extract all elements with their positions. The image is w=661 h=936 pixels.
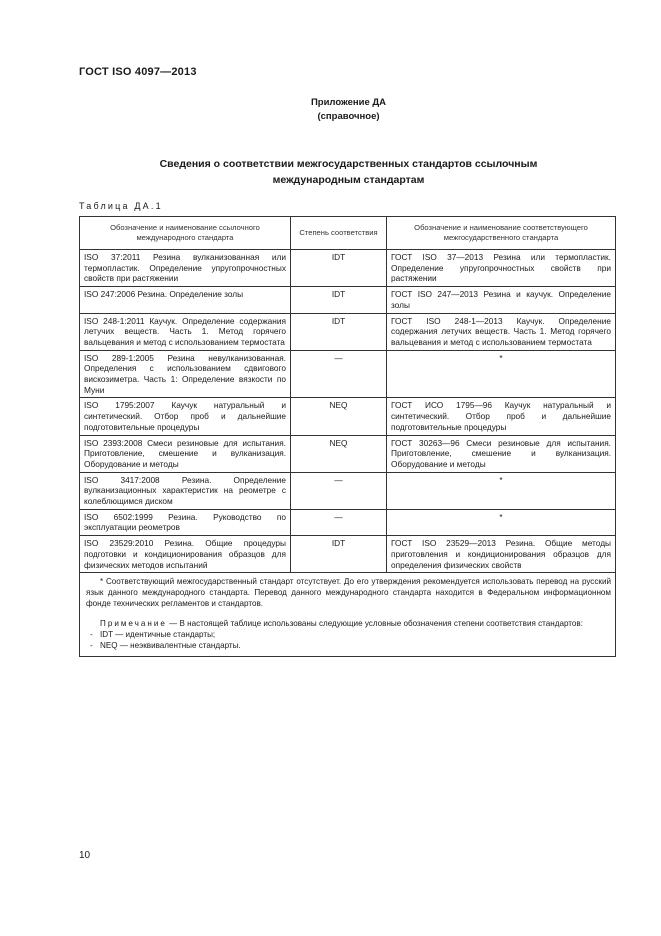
table-row (80, 509, 616, 535)
cell-interstate: ГОСТ ISO 23529—2013 Резина. Общие методы приготовления и кондиционирования образцов для определения физических свойств (387, 536, 616, 573)
cell-degree: IDT (291, 536, 387, 573)
note-title: Примечание (100, 619, 167, 629)
document-code: ГОСТ ISO 4097—2013 (79, 66, 197, 78)
table-footer-row (80, 573, 616, 656)
table-row (80, 350, 616, 398)
cell-degree: IDT (291, 287, 387, 313)
table-row (80, 398, 616, 435)
cell-degree: — (291, 472, 387, 509)
cell-intl: ISO 6502:1999 Резина. Руководство по эксплуатации реометров (80, 509, 291, 535)
note-text: — В настоящей таблице использованы следующие условные обозначения степени соответствия стандартов: (169, 619, 583, 629)
appendix-heading (0, 96, 661, 124)
cell-degree: IDT (291, 250, 387, 287)
table-label: Таблица ДА.1 (79, 201, 163, 211)
cell-intl: ISO 37:2011 Резина вулканизованная или термопластик. Определение упругопрочностных свойств при растяжении (80, 250, 291, 287)
cell-interstate: ГОСТ ИСО 1795—96 Каучук натуральный и синтетический. Отбор проб и дальнейшие подготовительные процедуры (387, 398, 616, 435)
table-row (80, 313, 616, 350)
cell-interstate: * (387, 472, 616, 509)
table-row (80, 536, 616, 573)
cell-degree: — (291, 350, 387, 398)
footnote-text: * Соответствующий межгосударственный стандарт отсутствует. До его утверждения рекомендуется использовать перевод на русский язык данного международного стандарта. Перевод данного международного стандарта находится в Федеральном информационном фонде технических регламентов и стандартов. (86, 577, 611, 608)
section-title-line1: Сведения о соответствии межгосударственных стандартов ссылочным (159, 158, 538, 170)
page-number: 10 (79, 850, 91, 861)
note-item-neq: - NEQ — неэквивалентные стандарты. (86, 641, 611, 652)
cell-degree: NEQ (291, 435, 387, 472)
cell-intl: ISO 247:2006 Резина. Определение золы (80, 287, 291, 313)
cell-intl: ISO 23529:2010 Резина. Общие процедуры подготовки и кондиционирования образцов для физических методов испытаний (80, 536, 291, 573)
appendix-title: Приложение ДА (310, 97, 387, 108)
cell-intl: ISO 3417:2008 Резина. Определение вулканизационных характеристик на реометре с колеблющимся диском (80, 472, 291, 509)
section-title (0, 156, 661, 188)
cell-degree: — (291, 509, 387, 535)
note-paragraph (86, 619, 611, 630)
header-degree: Степень соответствия (291, 217, 387, 250)
cell-interstate: ГОСТ ISO 247—2013 Резина и каучук. Определение золы (387, 287, 616, 313)
cell-interstate: * (387, 509, 616, 535)
cell-intl: ISO 2393:2008 Смеси резиновые для испытания. Приготовление, смешение и вулканизация. Оборудование и методы (80, 435, 291, 472)
cell-intl: ISO 248-1:2011 Каучук. Определение содержания летучих веществ. Часть 1. Метод горячего вальцевания и метод с использованием термостата (80, 313, 291, 350)
cell-intl: ISO 1795:2007 Каучук натуральный и синтетический. Отбор проб и дальнейшие подготовительные процедуры (80, 398, 291, 435)
cell-interstate: ГОСТ ISO 248-1—2013 Каучук. Определение содержания летучих веществ. Часть 1. Метод горячего вальцевания и метод с использованием термостата (387, 313, 616, 350)
note-item-idt: - IDT — идентичные стандарты; (86, 630, 611, 641)
table-row (80, 435, 616, 472)
table-row (80, 287, 616, 313)
header-intl-standard: Обозначение и наименование ссылочного международного стандарта (80, 217, 291, 250)
cell-interstate: ГОСТ 30263—96 Смеси резиновые для испытания. Приготовление, смешение и вулканизация. Оборудование и методы (387, 435, 616, 472)
cell-intl: ISO 289-1:2005 Резина невулканизованная. Определения с использованием сдвигового вискозиметра. Часть 1: Определение вязкости по Муни (80, 350, 291, 398)
correspondence-table (79, 216, 616, 657)
table-header-row (80, 217, 616, 250)
section-title-line2: международным стандартам (272, 174, 425, 186)
cell-degree: IDT (291, 313, 387, 350)
appendix-subtitle: (справочное) (317, 111, 380, 122)
cell-interstate: * (387, 350, 616, 398)
table-row (80, 250, 616, 287)
table-row (80, 472, 616, 509)
cell-interstate: ГОСТ ISO 37—2013 Резина или термопластик. Определение упругопрочностных свойств при растяжении (387, 250, 616, 287)
table-footnote-cell (80, 573, 616, 656)
header-interstate-standard: Обозначение и наименование соответствующего межгосударственного стандарта (387, 217, 616, 250)
cell-degree: NEQ (291, 398, 387, 435)
